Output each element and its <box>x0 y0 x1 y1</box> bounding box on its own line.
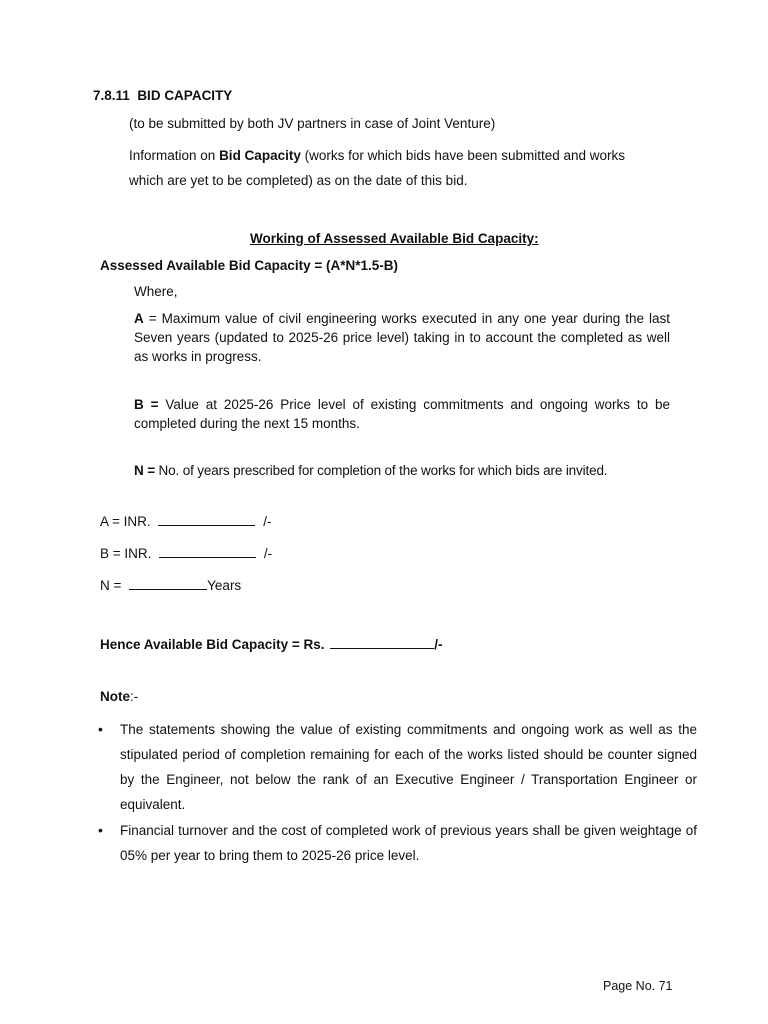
intro-prefix: Information on <box>129 148 220 163</box>
section-heading <box>93 88 232 103</box>
n-label: N = <box>100 578 122 593</box>
hence-line <box>100 637 442 652</box>
b-suffix: /- <box>263 546 273 561</box>
n-blank[interactable] <box>129 579 207 590</box>
intro-line-1 <box>129 148 625 163</box>
bullet-icon: • <box>98 721 103 737</box>
definition-term: A <box>134 311 144 326</box>
page-number: Page No. 71 <box>603 979 673 993</box>
intro-bold-term: Bid Capacity <box>219 148 301 163</box>
formula: Assessed Available Bid Capacity = (A*N*1.5-B) <box>100 258 398 273</box>
a-suffix: /- <box>263 514 272 529</box>
submission-note: (to be submitted by both JV partners in case of Joint Venture) <box>129 116 496 131</box>
hence-label: Hence Available Bid Capacity = Rs. <box>100 637 325 652</box>
working-heading: Working of Assessed Available Bid Capacity: <box>250 231 539 246</box>
note-item: Financial turnover and the cost of completed work of previous years shall be given weightage of 05% per year to bring them to 2025-26 price level. <box>120 823 697 863</box>
a-label: A = INR. <box>100 514 151 529</box>
hence-suffix: /- <box>434 637 443 652</box>
b-blank[interactable] <box>159 547 256 558</box>
a-value-line <box>100 514 271 529</box>
n-value-line <box>100 578 241 593</box>
definition-term: B = <box>134 397 159 412</box>
b-label: B = INR. <box>100 546 152 561</box>
intro-line-1-rest: (works for which bids have been submitted and works <box>300 148 625 163</box>
note-label: Note:- <box>100 689 139 704</box>
a-blank[interactable] <box>158 515 255 526</box>
n-suffix: Years <box>207 578 242 593</box>
note-item: The statements showing the value of existing commitments and ongoing work as well as the stipulated period of completion remaining for each of the works listed should be counter signed by the Engineer, not below the rank of an Executive Engineer / Transportation Engineer or equivalent. <box>120 722 697 812</box>
intro-line-2: which are yet to be completed) as on the date of this bid. <box>129 173 468 188</box>
hence-blank[interactable] <box>330 638 434 649</box>
definition-text: Value at 2025-26 Price level of existing commitments and ongoing works to be completed during the next 15 months. <box>134 397 670 431</box>
bullet-icon: • <box>98 822 103 838</box>
b-value-line <box>100 546 272 561</box>
definition-a: A = Maximum value of civil engineering works executed in any one year during the last Seven years (updated to 2025-26 price level) taking in to account the completed as well as works in progress. <box>134 311 670 364</box>
definition-n <box>134 463 607 478</box>
definition-term: N = <box>134 463 155 478</box>
section-title: BID CAPACITY <box>137 88 233 103</box>
section-number: 7.8.11 <box>93 88 130 103</box>
definition-text: No. of years prescribed for completion of the works for which bids are invited. <box>158 463 608 478</box>
definition-b <box>134 395 670 433</box>
where-label: Where, <box>134 284 178 299</box>
definition-text: Maximum value of civil engineering works executed in any one year during the last Seven years (updated to 2025-26 price level) taking in to account the completed as well as works in progress. <box>134 311 670 364</box>
